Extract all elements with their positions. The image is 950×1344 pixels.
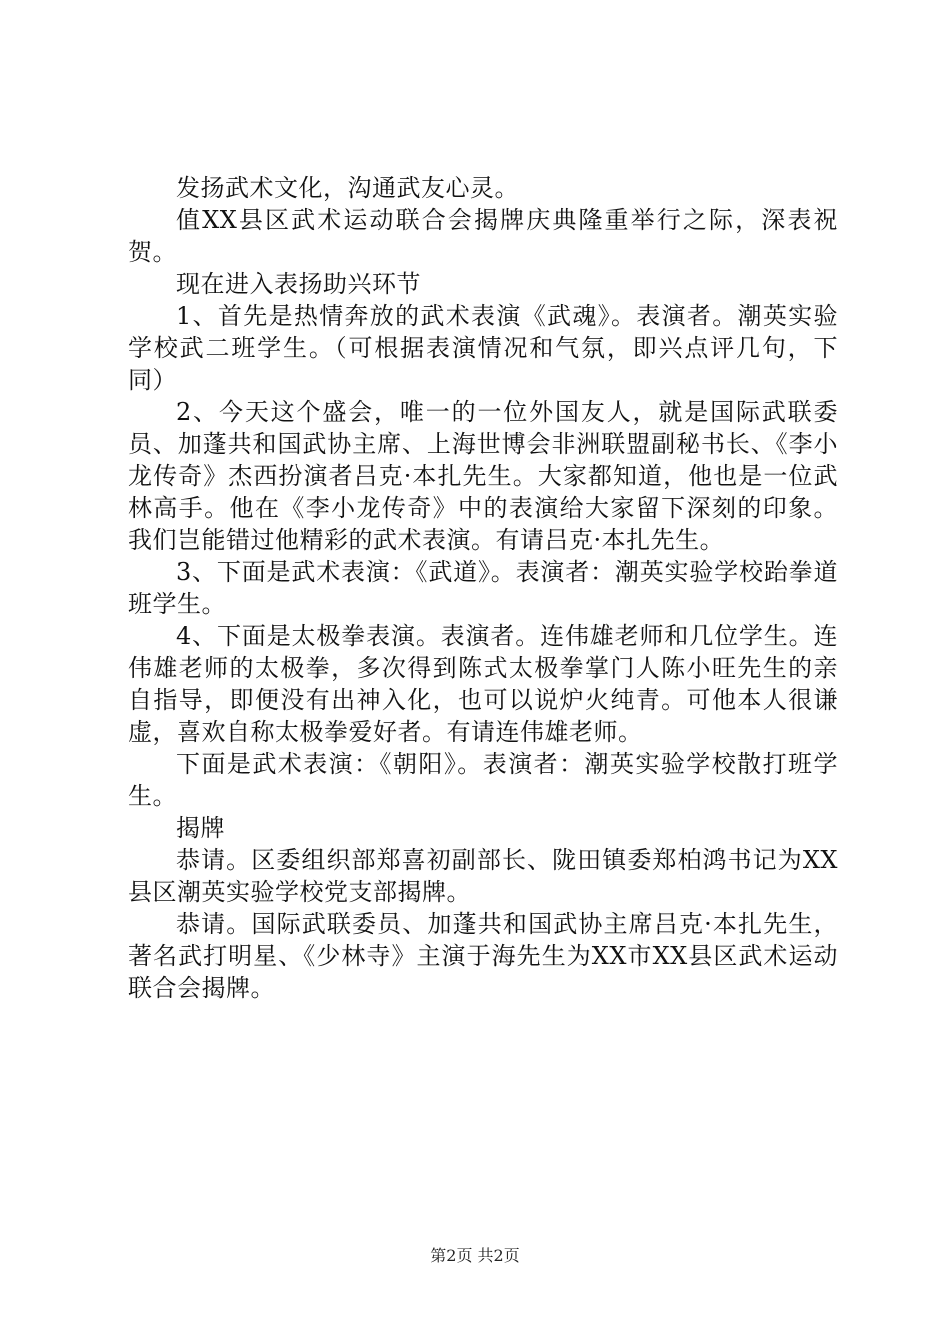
paragraph-2: 值XX县区武术运动联合会揭牌庆典隆重举行之际，深表祝贺。 [128,206,838,266]
paragraph-6: 3、下面是武术表演：《武道》。表演者：潮英实验学校跆拳道班学生。 [128,558,838,618]
paragraph-4: 1、首先是热情奔放的武术表演《武魂》。表演者。潮英实验学校武二班学生。（可根据表演情况和气氛，即兴点评几句，下同） [128,302,838,394]
paragraph-10: 恭请。区委组织部郑喜初副部长、陇田镇委郑柏鸿书记为XX县区潮英实验学校党支部揭牌。 [128,846,838,906]
paragraph-9: 揭牌 [176,814,225,842]
paragraph-5: 2、今天这个盛会，唯一的一位外国友人，就是国际武联委员、加蓬共和国武协主席、上海世博会非洲联盟副秘书长、《李小龙传奇》杰西扮演者吕克·本扎先生。大家都知道，他也是一位武林高手。他在《李小龙传奇》中的表演给大家留下深刻的印象。我们岂能错过他精彩的武术表演。有请吕克·本扎先生。 [128,398,838,554]
paragraph-8: 下面是武术表演：《朝阳》。表演者：潮英实验学校散打班学生。 [128,750,838,810]
paragraph-7: 4、下面是太极拳表演。表演者。连伟雄老师和几位学生。连伟雄老师的太极拳，多次得到陈式太极拳掌门人陈小旺先生的亲自指导，即便没有出神入化，也可以说炉火纯青。可他本人很谦虚，喜欢自称太极拳爱好者。有请连伟雄老师。 [128,622,838,746]
paragraph-11: 恭请。国际武联委员、加蓬共和国武协主席吕克·本扎先生，著名武打明星、《少林寺》主演于海先生为XX市XX县区武术运动联合会揭牌。 [128,910,838,1002]
paragraph-3: 现在进入表扬助兴环节 [176,270,421,298]
page-footer: 第2页 共2页 [430,1246,520,1265]
paragraph-1: 发扬武术文化，沟通武友心灵。 [176,174,519,202]
document-body [128,172,838,1004]
